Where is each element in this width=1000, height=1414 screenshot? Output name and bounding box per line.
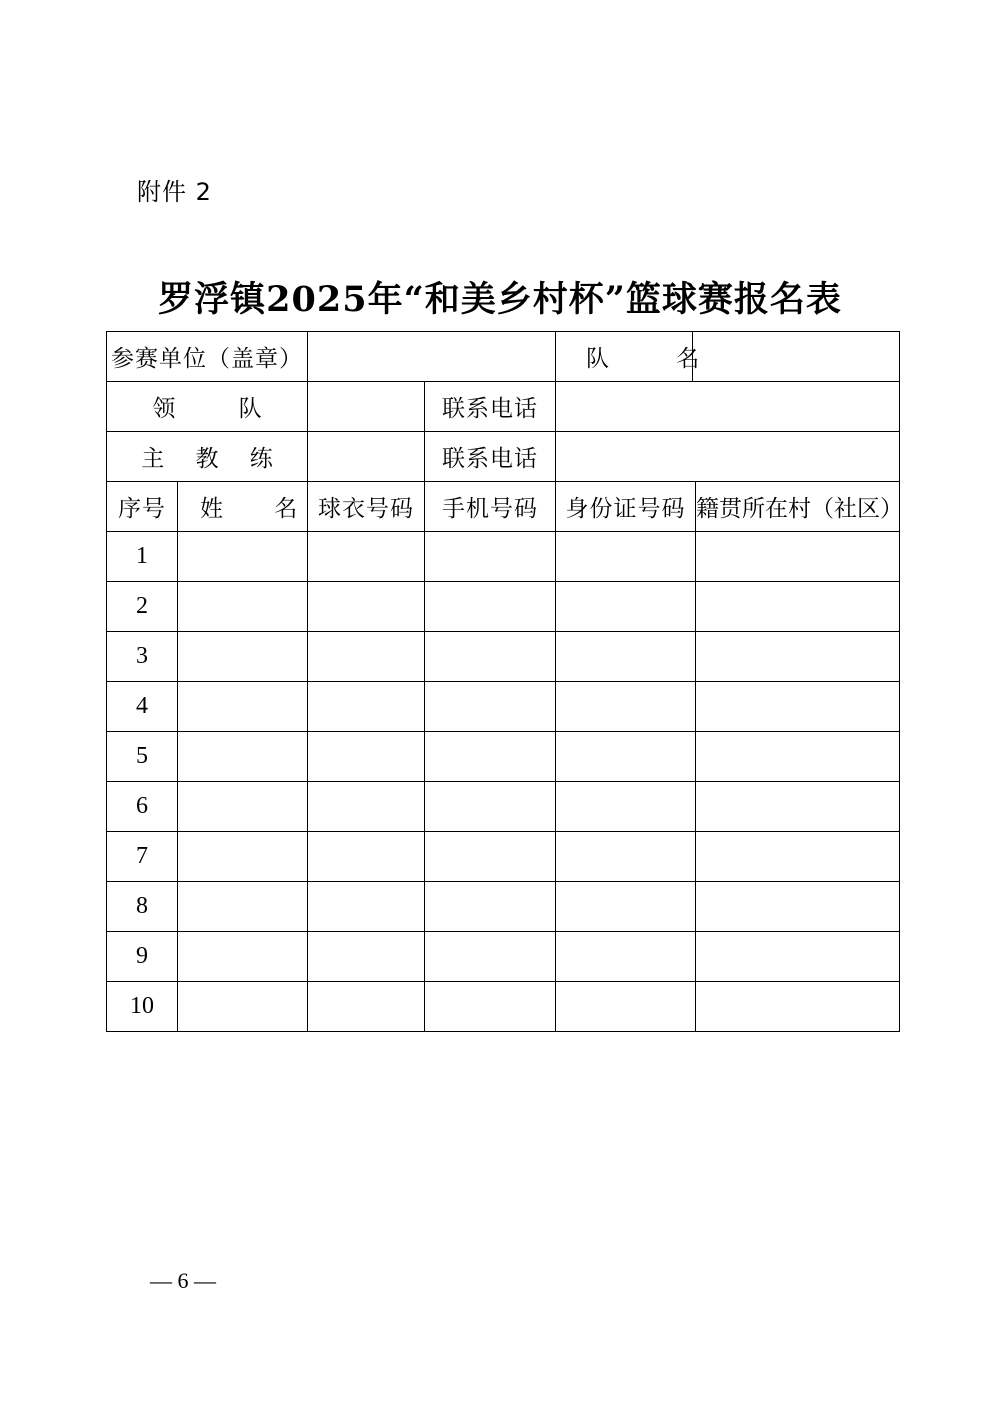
leader-input[interactable]	[308, 382, 425, 432]
table-row	[107, 632, 900, 682]
table-row	[107, 932, 900, 982]
hometown-input[interactable]	[696, 682, 900, 732]
leader-phone-input[interactable]	[556, 382, 900, 432]
coach-phone-label: 联系电话	[425, 432, 556, 482]
mobile-input[interactable]	[425, 982, 556, 1032]
table-row	[107, 582, 900, 632]
row-number: 9	[107, 932, 178, 982]
name-input[interactable]	[178, 532, 308, 582]
mobile-input[interactable]	[425, 582, 556, 632]
table-row	[107, 532, 900, 582]
hometown-input[interactable]	[696, 532, 900, 582]
coach-label-text: 主 教 练	[141, 446, 285, 472]
id-number-input[interactable]	[556, 982, 696, 1032]
jersey-number-input[interactable]	[308, 732, 425, 782]
jersey-number-input[interactable]	[308, 582, 425, 632]
roster-header-row	[107, 482, 900, 532]
name-input[interactable]	[178, 682, 308, 732]
name-input[interactable]	[178, 982, 308, 1032]
header-name-text: 姓 名	[200, 496, 320, 522]
hometown-input[interactable]	[696, 882, 900, 932]
jersey-number-input[interactable]	[308, 832, 425, 882]
header-mobile: 手机号码	[425, 482, 556, 532]
jersey-number-input[interactable]	[308, 932, 425, 982]
jersey-number-input[interactable]	[308, 632, 425, 682]
mobile-input[interactable]	[425, 732, 556, 782]
name-input[interactable]	[178, 882, 308, 932]
table-row	[107, 782, 900, 832]
mobile-input[interactable]	[425, 932, 556, 982]
coach-row	[107, 432, 900, 482]
name-input[interactable]	[178, 732, 308, 782]
id-number-input[interactable]	[556, 632, 696, 682]
row-number: 8	[107, 882, 178, 932]
header-jersey-number: 球衣号码	[308, 482, 425, 532]
leader-label-text: 领 队	[152, 396, 290, 422]
row-number: 10	[107, 982, 178, 1032]
row-number: 3	[107, 632, 178, 682]
jersey-number-input[interactable]	[308, 532, 425, 582]
team-name-label-text: 队 名	[586, 346, 730, 372]
page-number: — 6 —	[150, 1268, 216, 1293]
row-number: 4	[107, 682, 178, 732]
id-number-input[interactable]	[556, 732, 696, 782]
name-input[interactable]	[178, 832, 308, 882]
unit-input[interactable]	[308, 332, 556, 382]
hometown-input[interactable]	[696, 732, 900, 782]
unit-label: 参赛单位（盖章）	[107, 332, 308, 382]
row-number: 1	[107, 532, 178, 582]
leader-phone-label: 联系电话	[425, 382, 556, 432]
id-number-input[interactable]	[556, 532, 696, 582]
registration-form-table	[106, 331, 903, 1032]
table-row	[107, 832, 900, 882]
table-row	[107, 682, 900, 732]
name-input[interactable]	[178, 782, 308, 832]
coach-label	[107, 432, 308, 482]
mobile-input[interactable]	[425, 682, 556, 732]
header-serial: 序号	[107, 482, 178, 532]
header-hometown: 籍贯所在村（社区）	[696, 482, 900, 532]
mobile-input[interactable]	[425, 782, 556, 832]
jersey-number-input[interactable]	[308, 782, 425, 832]
jersey-number-input[interactable]	[308, 682, 425, 732]
id-number-input[interactable]	[556, 832, 696, 882]
header-id-number: 身份证号码	[556, 482, 696, 532]
name-input[interactable]	[178, 632, 308, 682]
name-input[interactable]	[178, 932, 308, 982]
id-number-input[interactable]	[556, 782, 696, 832]
team-name-label	[556, 332, 730, 382]
jersey-number-input[interactable]	[308, 982, 425, 1032]
attachment-label: 附件 2	[137, 178, 212, 206]
row-number: 7	[107, 832, 178, 882]
hometown-input[interactable]	[696, 932, 900, 982]
table-row	[107, 732, 900, 782]
table-row	[107, 882, 900, 932]
id-number-input[interactable]	[556, 882, 696, 932]
header-name	[178, 482, 320, 532]
leader-row	[107, 382, 900, 432]
hometown-input[interactable]	[696, 582, 900, 632]
coach-phone-input[interactable]	[556, 432, 900, 482]
table-row	[107, 982, 900, 1032]
hometown-input[interactable]	[696, 632, 900, 682]
row-number: 5	[107, 732, 178, 782]
mobile-input[interactable]	[425, 532, 556, 582]
id-number-input[interactable]	[556, 682, 696, 732]
hometown-input[interactable]	[696, 832, 900, 882]
document-title: 罗浮镇2025年“和美乡村杯”篮球赛报名表	[158, 279, 842, 320]
mobile-input[interactable]	[425, 882, 556, 932]
mobile-input[interactable]	[425, 832, 556, 882]
mobile-input[interactable]	[425, 632, 556, 682]
id-number-input[interactable]	[556, 932, 696, 982]
hometown-input[interactable]	[696, 782, 900, 832]
hometown-input[interactable]	[696, 982, 900, 1032]
unit-row	[107, 332, 900, 382]
row-number: 6	[107, 782, 178, 832]
leader-label	[107, 382, 308, 432]
jersey-number-input[interactable]	[308, 882, 425, 932]
name-input[interactable]	[178, 582, 308, 632]
row-number: 2	[107, 582, 178, 632]
id-number-input[interactable]	[556, 582, 696, 632]
coach-input[interactable]	[308, 432, 425, 482]
roster-body	[107, 532, 900, 1032]
